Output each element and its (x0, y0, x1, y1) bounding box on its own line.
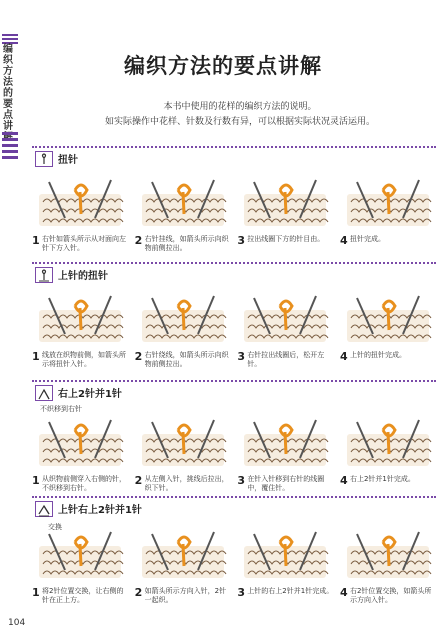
step-number: 4 (339, 474, 348, 487)
step (237, 412, 333, 497)
sidebar-bar (2, 132, 18, 162)
step-number: 1 (32, 350, 40, 363)
step (32, 172, 128, 257)
step-number: 1 (32, 474, 40, 487)
step-number: 3 (237, 474, 245, 487)
step-illustration (240, 172, 330, 232)
step-illustration (240, 412, 330, 472)
section-divider (32, 146, 436, 148)
step-number: 2 (134, 350, 143, 363)
step (135, 288, 231, 373)
step-number: 1 (32, 234, 40, 247)
right-decrease-symbol-icon (35, 385, 53, 401)
step (135, 172, 231, 257)
step-illustration (240, 288, 330, 348)
step-illustration (343, 172, 433, 232)
step-number: 4 (339, 350, 348, 363)
step-number: 2 (134, 474, 143, 487)
section-divider (32, 262, 436, 264)
step-text: 从织物前侧穿入右侧的针，不织移到右针。 (42, 475, 126, 492)
step-number: 3 (237, 350, 245, 363)
page-title: 编织方法的要点讲解 (124, 54, 322, 78)
sidebar (0, 0, 20, 640)
step-illustration (138, 172, 228, 232)
step-illustration (138, 288, 228, 348)
step (32, 524, 128, 609)
step (32, 412, 128, 497)
step-text: 右2针位置交换，如箭头所示方向入针。 (349, 587, 432, 604)
section-title: 上针右上2针并1针 (58, 505, 142, 516)
section-divider (32, 380, 436, 382)
step-illustration (343, 288, 433, 348)
step (340, 288, 436, 373)
step-number: 3 (237, 586, 245, 599)
step-illustration (343, 524, 433, 584)
step-text: 上针的扭针完成。 (349, 351, 406, 359)
sidebar-title: 编织方法的要点讲 (3, 44, 13, 132)
sub-label: 交换 (48, 523, 62, 531)
step-text: 右针挂线，如箭头所示向织物前侧拉出。 (144, 235, 229, 252)
step (340, 412, 436, 497)
step (237, 524, 333, 609)
step (135, 412, 231, 497)
intro-line-1: 本书中使用的花样的编织方法的说明。 (163, 102, 317, 112)
step-illustration (138, 524, 228, 584)
step-text: 在针入针移到右针的线圈中，覆住针。 (247, 475, 325, 492)
step-text: 将2针位置交换，让右侧的针在正上方。 (42, 587, 124, 604)
step (135, 524, 231, 609)
section-twisted-knit (32, 150, 436, 257)
sub-label: 不织移到右针 (40, 405, 82, 413)
step-illustration (240, 524, 330, 584)
step (237, 288, 333, 373)
section-title: 扭针 (58, 155, 78, 166)
step-text: 右针如箭头所示从对面向左针下方入针。 (42, 235, 126, 252)
intro-line-2: 如实际操作中花样、针数及行数有异，可以根据实际状况灵活运用。 (104, 117, 375, 127)
step-text: 上针的右上2针并1针完成。 (247, 587, 334, 595)
step-text: 从左侧入针，挑线后拉出，织下针。 (144, 475, 229, 492)
step (340, 172, 436, 257)
step-text: 如箭头所示方向入针，2针一起织。 (144, 587, 227, 604)
section-title: 右上2针并1针 (58, 389, 122, 400)
twisted-knit-symbol-icon (35, 151, 53, 167)
step-illustration (343, 412, 433, 472)
step-illustration (35, 172, 125, 232)
intro-text (40, 100, 440, 130)
step-number: 2 (134, 586, 143, 599)
section-title: 上针的扭针 (58, 271, 108, 282)
step-text: 右针拉出线圈后，松开左针。 (247, 351, 325, 368)
step-number: 2 (134, 234, 143, 247)
step-number: 1 (32, 586, 40, 599)
step-number: 4 (339, 586, 348, 599)
step (237, 172, 333, 257)
section-divider (32, 496, 436, 498)
step-illustration (138, 412, 228, 472)
step-illustration (35, 412, 125, 472)
section-twisted-purl (32, 266, 436, 373)
section-purl-right-decrease (32, 500, 436, 609)
step-text: 拉出线圈下方的针目由。 (247, 235, 325, 243)
step-illustration (35, 288, 125, 348)
step (32, 288, 128, 373)
section-right-decrease (32, 384, 436, 497)
step-number: 4 (339, 234, 348, 247)
step-text: 右上2针并1针完成。 (349, 475, 415, 483)
step-number: 3 (237, 234, 245, 247)
purl-right-decrease-symbol-icon (35, 501, 53, 517)
step-text: 右针绕线，如箭头所示向织物前侧拉出。 (144, 351, 229, 368)
step (340, 524, 436, 609)
step-text: 扭针完成。 (349, 235, 385, 243)
step-illustration (35, 524, 125, 584)
twisted-purl-symbol-icon (35, 267, 53, 283)
page-number: 104 (8, 618, 26, 628)
step-text: 线放在织物前侧，如箭头所示将扭针入针。 (42, 351, 126, 368)
